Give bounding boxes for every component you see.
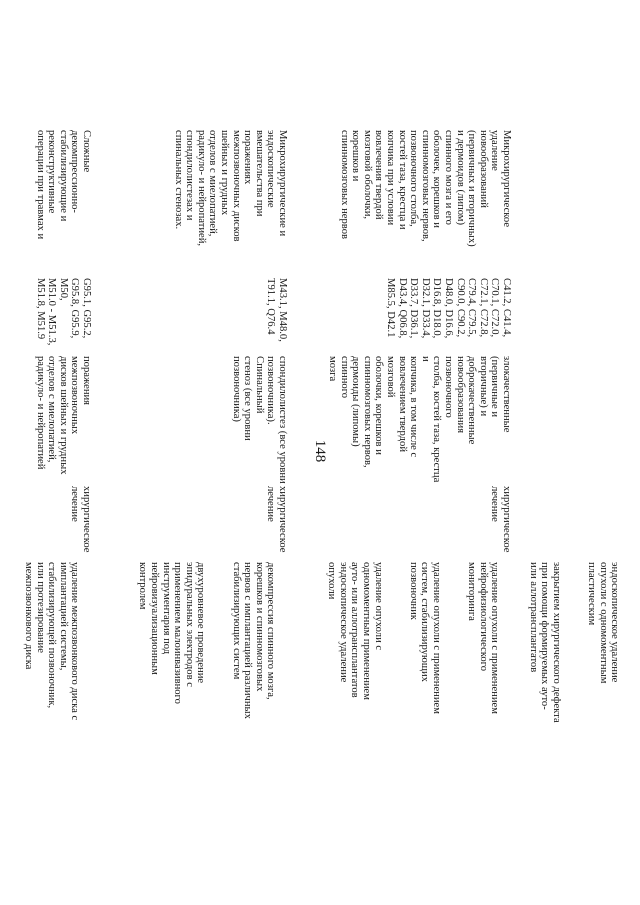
treatment-item: двухуровневое проведение эпидуральных электродов с применением малоинвазивного инструментария под нейровизуализационным контролем [137, 562, 207, 704]
treatment-item: удаление межпозвонкового диска с имплантацией системы, стабилизирующей позвоночник, или протезирование межпозвонкового диска [23, 562, 81, 721]
patient-model: злокачественные (первичные и вторичные) и доброкачественные новообразования позвоночного столба, костей таза, крестца и копчика, в том числе с вовлечением твердой мозговой оболочки, корешков и спинномозговых нервов, дермоиды (липомы) спинного мозга [327, 356, 512, 483]
intervention-name: Микрохирургические и эндоскопические вмешательства при поражениях межпозвоночных дисков шейных и грудных отделов с миелопатией, радикуло- и нейропатией, спондилолистезах и спинальных стенозах. [172, 130, 288, 247]
patient-model: поражения межпозвоночных дисков шейных и грудных отделов с миелопатией, радикуло- и нейропатией [34, 356, 92, 475]
rotated-table [0, 130, 640, 870]
treatment-item: декомпрессия спинного мозга, корешков и спинномозговых нервов с имплантацией различных стабилизирующих систем [230, 562, 277, 719]
treatment-cell [504, 562, 632, 730]
treatment-cell [0, 562, 92, 730]
icd-codes: C41.2, C41.4, C70.1, C72.0, C72.1, C72.8, C79.4, C79.5, C90.0, C90.2, D48.0, D16.6, D16.8, D18.0, D32.1, D33.4, D33.7, D36.1, D43.4, Q06.8, M85.5, D42.1 [385, 278, 512, 339]
icd-codes: M43.1, M48.0, T91.1, Q76.4 [265, 278, 288, 342]
treatment-cell [113, 562, 288, 730]
patient-model: спондилолистез (все уровни позвоночника). Спинальный стеноз (все уровни позвоночника) [230, 356, 288, 484]
icd-codes: G95.1, G95.2, G95.8, G95.9, M50, M51.0 - M51.3, M51.8, M51.9 [34, 278, 92, 346]
treatment-item: удаление опухоли с применением систем, стабилизирующих позвоночник [407, 562, 443, 714]
treatment-item: удаление опухоли с одномоментным применением ауто- или аллотрансплантатов эндоскопическое удаление опухоли [326, 562, 384, 700]
treatment-item: закрытием хирургического дефекта при помощи формируемых ауто- или аллотрансплантатов [527, 562, 563, 723]
page-number: 148 [312, 439, 328, 463]
intervention-name: Микрохирургическое удаление новообразований (первичных и вторичных) и дермоидов (липом) спинного мозга и его оболочек, корешков и спинномозговых нервов, позвоночного столба, костей таза, крестца и копчика при условии вовлечения твердой мозговой оболочки, корешков и спинномозговых нервов [338, 130, 512, 247]
intervention-name: Сложные декомпрессионно- стабилизирующие и реконструктивные операции при травмах и [34, 130, 92, 240]
treatment-type: хирургическое лечение [489, 486, 512, 553]
treatment-cell [302, 562, 512, 730]
treatment-item: эндоскопическое удаление опухоли с одномоментным пластическим [586, 562, 621, 684]
treatment-type: хирургическое лечение [265, 486, 288, 553]
treatment-item: удаление опухоли с применением нейрофизиологического мониторинга [466, 562, 501, 714]
treatment-type: хирургическое лечение [69, 486, 92, 553]
